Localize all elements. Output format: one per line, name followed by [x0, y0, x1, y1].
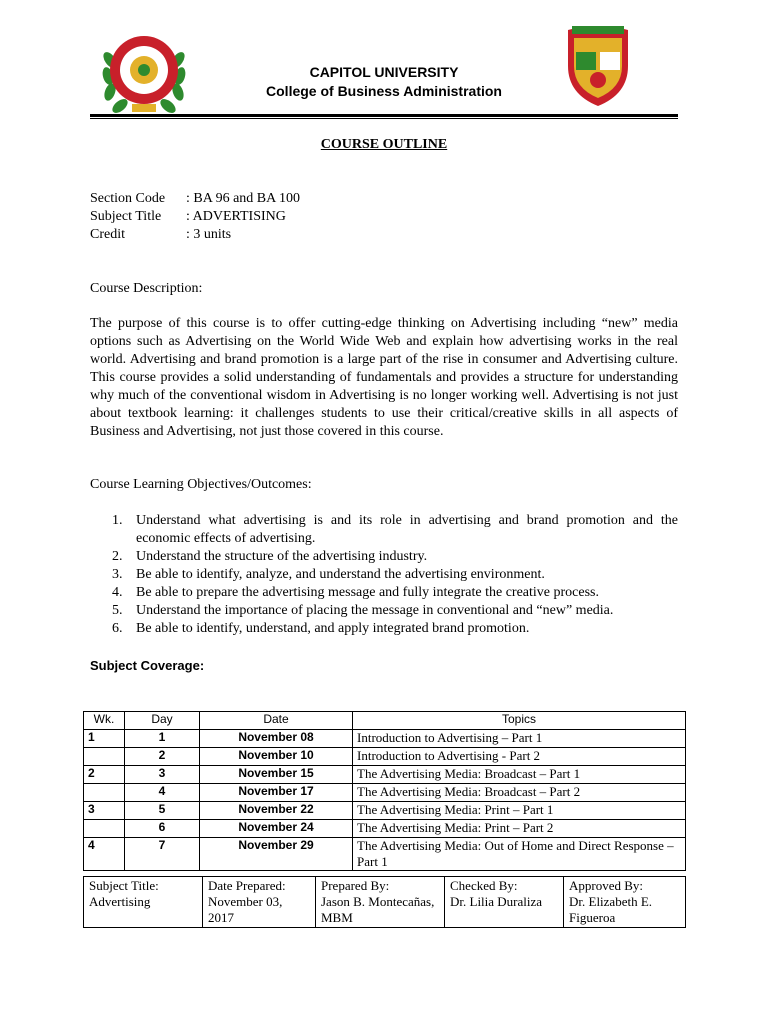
date-cell: November 17	[200, 784, 353, 802]
section-code-value: : BA 96 and BA 100	[186, 191, 300, 206]
footer-approved-value: Dr. Elizabeth E. Figueroa	[569, 894, 653, 925]
date-cell: November 10	[200, 748, 353, 766]
column-header-day: Day	[125, 712, 200, 730]
date-cell: November 24	[200, 820, 353, 838]
objective-text: Understand the structure of the advertising industry.	[136, 549, 428, 564]
coverage-header-row	[84, 712, 686, 730]
table-row	[84, 748, 686, 766]
table-row	[84, 730, 686, 748]
header-divider	[90, 114, 678, 117]
credit-line	[90, 227, 231, 243]
date-cell: November 22	[200, 802, 353, 820]
topic-cell: The Advertising Media: Out of Home and Direct Response – Part 1	[353, 838, 686, 871]
day-cell: 7	[125, 838, 200, 871]
table-row	[84, 784, 686, 802]
objective-number: 3.	[112, 567, 123, 582]
objective-item	[90, 584, 678, 602]
footer-subject-cell	[84, 877, 203, 928]
objective-text: Be able to prepare the advertising message and fully integrate the creative process.	[136, 585, 599, 600]
footer-row	[84, 877, 686, 928]
table-row	[84, 838, 686, 871]
subject-coverage-heading: Subject Coverage:	[90, 658, 205, 673]
university-name: CAPITOL UNIVERSITY	[309, 64, 459, 80]
header-divider-thin	[90, 118, 678, 119]
topic-cell: The Advertising Media: Print – Part 2	[353, 820, 686, 838]
table-row	[84, 766, 686, 784]
objective-item	[90, 548, 678, 566]
topic-cell: Introduction to Advertising - Part 2	[353, 748, 686, 766]
week-cell	[84, 748, 125, 766]
objective-text: Understand the importance of placing the message in conventional and “new” media.	[136, 603, 614, 618]
table-row	[84, 802, 686, 820]
date-cell: November 29	[200, 838, 353, 871]
objectives-list	[90, 512, 678, 638]
footer-subject-value: Advertising	[89, 894, 151, 909]
footer-prepared-cell	[316, 877, 445, 928]
column-header-week: Wk.	[84, 712, 125, 730]
objective-number: 6.	[112, 621, 123, 636]
coverage-table	[83, 711, 686, 871]
footer-date-value: November 03, 2017	[208, 894, 283, 925]
section-code-label: Section Code	[90, 191, 166, 206]
objective-item	[90, 620, 678, 638]
credit-label: Credit	[90, 227, 125, 242]
day-cell: 6	[125, 820, 200, 838]
footer-approved-cell	[564, 877, 686, 928]
day-cell: 2	[125, 748, 200, 766]
footer-checked-value: Dr. Lilia Duraliza	[450, 894, 543, 909]
objective-number: 2.	[112, 549, 123, 564]
day-cell: 1	[125, 730, 200, 748]
footer-subject-label: Subject Title:	[89, 878, 159, 893]
course-description-heading: Course Description:	[90, 281, 203, 296]
footer-date-label: Date Prepared:	[208, 878, 286, 893]
day-cell: 5	[125, 802, 200, 820]
objective-text: Understand what advertising is and its role in advertising and brand promotion and the economic effects of advertising.	[136, 513, 678, 546]
date-cell: November 08	[200, 730, 353, 748]
column-header-topics: Topics	[353, 712, 686, 730]
objective-item	[90, 512, 678, 548]
week-cell	[84, 784, 125, 802]
approval-footer-table	[83, 876, 686, 928]
objective-number: 1.	[112, 513, 123, 528]
footer-approved-label: Approved By:	[569, 878, 644, 893]
table-row	[84, 820, 686, 838]
document-title: COURSE OUTLINE	[320, 137, 448, 152]
footer-date-cell	[203, 877, 316, 928]
objective-item	[90, 602, 678, 620]
column-header-date: Date	[200, 712, 353, 730]
week-cell	[84, 820, 125, 838]
day-cell: 3	[125, 766, 200, 784]
footer-checked-label: Checked By:	[450, 878, 518, 893]
date-cell: November 15	[200, 766, 353, 784]
section-code-line	[90, 191, 300, 207]
topic-cell: Introduction to Advertising – Part 1	[353, 730, 686, 748]
week-cell: 2	[84, 766, 125, 784]
subject-title-value: : ADVERTISING	[186, 209, 286, 224]
objective-number: 4.	[112, 585, 123, 600]
subject-title-label: Subject Title	[90, 209, 162, 224]
topic-cell: The Advertising Media: Broadcast – Part 1	[353, 766, 686, 784]
week-cell: 3	[84, 802, 125, 820]
course-description-text: The purpose of this course is to offer cutting-edge thinking on Advertising including “new” media options such as Advertising on the World Wide Web and explain how advertising works in the real world. Advertising and brand promotion is a large part of the rise in consumer and Advertising culture. This course provides a solid understanding of fundamentals and provides a structure for understanding why much of the conventional wisdom in Advertising is no longer working well. Advertising is not just about textbook learning: it challenges students to use their critical/creative skills in all aspects of Business and Advertising, not just those covered in this course.	[90, 316, 678, 439]
credit-value: : 3 units	[186, 227, 232, 242]
objective-text: Be able to identify, understand, and apply integrated brand promotion.	[136, 621, 530, 636]
footer-prepared-value: Jason B. Montecañas, MBM	[321, 894, 435, 925]
objective-number: 5.	[112, 603, 123, 618]
objective-item	[90, 566, 678, 584]
footer-prepared-label: Prepared By:	[321, 878, 390, 893]
college-name: College of Business Administration	[266, 83, 502, 99]
objective-text: Be able to identify, analyze, and understand the advertising environment.	[136, 567, 545, 582]
topic-cell: The Advertising Media: Broadcast – Part 2	[353, 784, 686, 802]
topic-cell: The Advertising Media: Print – Part 1	[353, 802, 686, 820]
footer-checked-cell	[445, 877, 564, 928]
objectives-heading: Course Learning Objectives/Outcomes:	[90, 477, 312, 492]
subject-title-line	[90, 209, 286, 225]
week-cell: 1	[84, 730, 125, 748]
week-cell: 4	[84, 838, 125, 871]
day-cell: 4	[125, 784, 200, 802]
